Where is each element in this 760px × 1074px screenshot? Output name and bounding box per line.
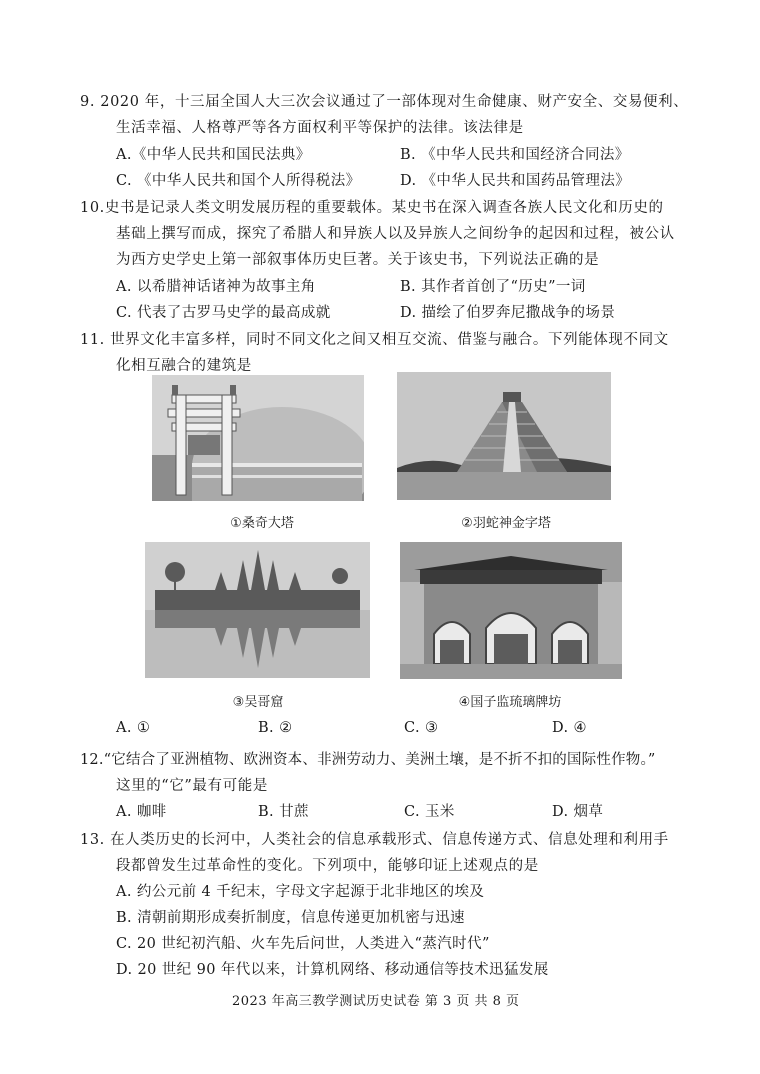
q13-stem-line2: 段都曾发生过革命性的变化。下列项中，能够印证上述观点的是: [116, 858, 539, 874]
q11-option-c: C. ③: [404, 720, 439, 736]
q9-option-b: B. 《中华人民共和国经济合同法》: [400, 147, 630, 163]
q13-option-c: C. 20 世纪初汽船、火车先后问世，人类进入“蒸汽时代”: [116, 936, 490, 952]
q10-stem-line3: 为西方史学史上第一部叙事体历史巨著。关于该史书，下列说法正确的是: [116, 252, 600, 268]
q12-option-b: B. 甘蔗: [258, 804, 309, 820]
q9-option-a: A.《中华人民共和国民法典》: [116, 147, 311, 163]
q11-stem-line2: 化相互融合的建筑是: [116, 358, 252, 374]
q11-option-d: D. ④: [552, 720, 587, 736]
q12-option-c: C. 玉米: [404, 804, 455, 820]
q9-stem-line2: 生活幸福、人格尊严等各方面权利平等保护的法律。该法律是: [116, 120, 524, 136]
q10-option-d: D. 描绘了伯罗奔尼撒战争的场景: [400, 305, 616, 321]
q9-stem-line1: 9. 2020 年，十三届全国人大三次会议通过了一部体现对生命健康、财产安全、交易便利、: [80, 94, 689, 110]
q10-option-c: C. 代表了古罗马史学的最高成就: [116, 305, 331, 321]
q13-option-a: A. 约公元前 4 千纪末，字母文字起源于北非地区的埃及: [116, 884, 485, 900]
q12-option-a: A. 咖啡: [116, 804, 167, 820]
sanchi-stupa-photo: [152, 375, 364, 501]
q9-option-d: D. 《中华人民共和国药品管理法》: [400, 173, 631, 189]
q12-option-d: D. 烟草: [552, 804, 604, 820]
page-footer: 2023 年高三教学测试历史试卷 第 3 页 共 8 页: [232, 994, 520, 1009]
q13-option-d: D. 20 世纪 90 年代以来，计算机网络、移动通信等技术迅猛发展: [116, 962, 549, 978]
q11-stem-line1: 11. 世界文化丰富多样，同时不同文化之间又相互交流、借鉴与融合。下列能体现不同文: [80, 332, 669, 348]
q12-stem-line2: 这里的“它”最有可能是: [116, 778, 268, 794]
q11-option-b: B. ②: [258, 720, 293, 736]
q9-option-c: C. 《中华人民共和国个人所得税法》: [116, 173, 361, 189]
q10-stem-line2: 基础上撰写而成，探究了希腊人和异族人以及异族人之间纷争的起因和过程，被公认: [116, 226, 675, 242]
q13-stem-line1: 13. 在人类历史的长河中，人类社会的信息承载形式、信息传递方式、信息处理和利用手: [80, 832, 669, 848]
photo2-caption: ②羽蛇神金字塔: [461, 516, 551, 531]
q10-option-b: B. 其作者首创了“历史”一词: [400, 279, 586, 295]
q12-stem-line1: 12.“它结合了亚洲植物、欧洲资本、非洲劳动力、美洲土壤，是不折不扣的国际性作物。”: [80, 752, 656, 768]
angkor-wat-photo: [145, 542, 370, 678]
chichen-itza-photo: [397, 372, 611, 500]
photo1-caption: ①桑奇大塔: [230, 516, 294, 531]
q13-option-b: B. 清朝前期形成奏折制度，信息传递更加机密与迅速: [116, 910, 465, 926]
q10-stem-line1: 10.史书是记录人类文明发展历程的重要载体。某史书在深入调查各族人民文化和历史的: [80, 200, 664, 216]
q10-option-a: A. 以希腊神话诸神为故事主角: [116, 279, 316, 295]
photo4-caption: ④国子监琉璃牌坊: [458, 695, 562, 710]
photo3-caption: ③吴哥窟: [232, 695, 284, 710]
guozijian-archway-photo: [400, 542, 622, 679]
q11-option-a: A. ①: [116, 720, 151, 736]
